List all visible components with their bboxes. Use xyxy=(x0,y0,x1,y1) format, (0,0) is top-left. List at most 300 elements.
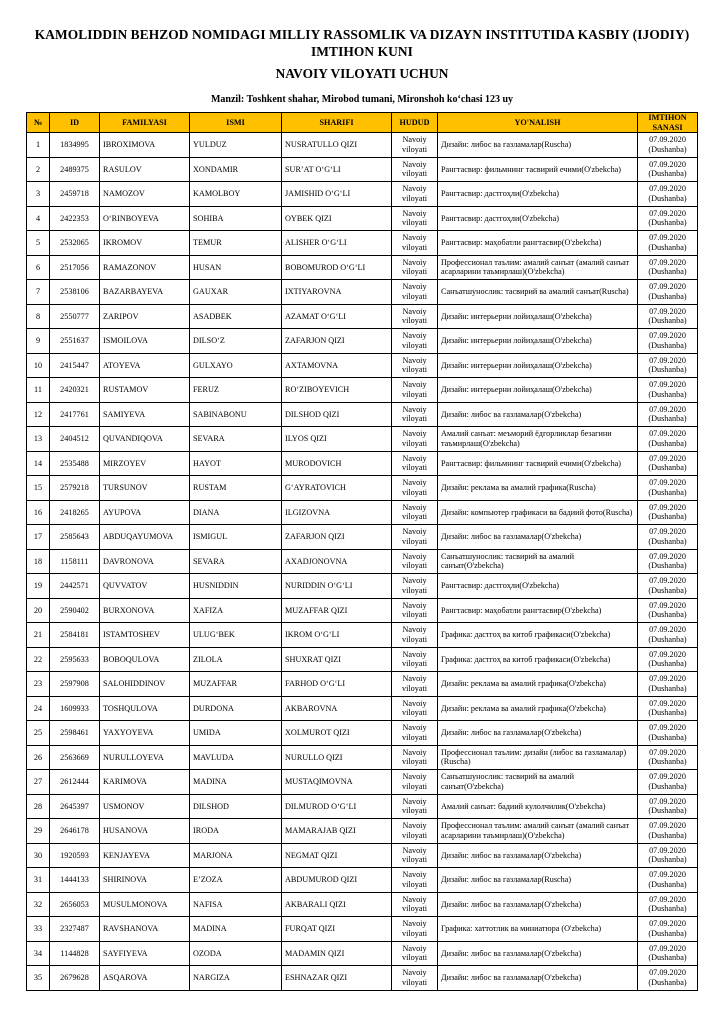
cell-sana: 07.09.2020 (Dushanba) xyxy=(638,941,698,966)
cell-sana: 07.09.2020 (Dushanba) xyxy=(638,304,698,329)
cell-ismi: FERUZ xyxy=(190,378,282,403)
cell-sharifi: DILMUROD O‘G‘LI xyxy=(282,794,392,819)
cell-id: 2415447 xyxy=(50,353,100,378)
cell-number: 33 xyxy=(27,917,50,942)
cell-ismi: OZODA xyxy=(190,941,282,966)
cell-number: 24 xyxy=(27,696,50,721)
cell-id: 1158111 xyxy=(50,549,100,574)
cell-sana: 07.09.2020 (Dushanba) xyxy=(638,966,698,991)
cell-ismi: DILSHOD xyxy=(190,794,282,819)
cell-yonalish: Санъатшунослик: тасвирий ва амалий санъат(Ruscha) xyxy=(438,280,638,305)
cell-yonalish: Дизайн: либос ва газламалар(Ruscha) xyxy=(438,868,638,893)
table-row xyxy=(27,917,698,942)
cell-sana: 07.09.2020 (Dushanba) xyxy=(638,157,698,182)
cell-hudud: Navoiy viloyati xyxy=(392,255,438,280)
cell-sharifi: MURODOVICH xyxy=(282,451,392,476)
cell-number: 28 xyxy=(27,794,50,819)
cell-familiya: BOBOQULOVA xyxy=(100,647,190,672)
cell-hudud: Navoiy viloyati xyxy=(392,868,438,893)
cell-ismi: GULXAYO xyxy=(190,353,282,378)
cell-hudud: Navoiy viloyati xyxy=(392,745,438,770)
cell-ismi: MADINA xyxy=(190,770,282,795)
cell-yonalish: Дизайн: либос ва газламалар(O'zbekcha) xyxy=(438,843,638,868)
cell-id: 2585643 xyxy=(50,525,100,550)
table-row xyxy=(27,794,698,819)
cell-familiya: MUSULMONOVA xyxy=(100,892,190,917)
cell-sharifi: IXTIYAROVNA xyxy=(282,280,392,305)
cell-yonalish: Амалий санъат: меъморий ёдгорликлар безагини таъмирлаш(O'zbekcha) xyxy=(438,427,638,452)
cell-number: 11 xyxy=(27,378,50,403)
col-header-yonalish: YO'NALISH xyxy=(438,113,638,133)
cell-id: 2563669 xyxy=(50,745,100,770)
cell-ismi: ULUG‘BEK xyxy=(190,623,282,648)
cell-sharifi: ILGIZOVNA xyxy=(282,500,392,525)
cell-id: 1920593 xyxy=(50,843,100,868)
cell-sharifi: ZAFARJON QIZI xyxy=(282,525,392,550)
cell-sana: 07.09.2020 (Dushanba) xyxy=(638,770,698,795)
cell-ismi: HUSNIDDIN xyxy=(190,574,282,599)
cell-sana: 07.09.2020 (Dushanba) xyxy=(638,182,698,207)
table-row xyxy=(27,892,698,917)
cell-hudud: Navoiy viloyati xyxy=(392,941,438,966)
col-header-sana: IMTIHON SANASI xyxy=(638,113,698,133)
cell-hudud: Navoiy viloyati xyxy=(392,353,438,378)
region-subtitle: NAVOIY VILOYATI UCHUN xyxy=(275,66,449,81)
table-row xyxy=(27,647,698,672)
cell-number: 10 xyxy=(27,353,50,378)
table-row xyxy=(27,941,698,966)
cell-hudud: Navoiy viloyati xyxy=(392,451,438,476)
cell-ismi: TEMUR xyxy=(190,231,282,256)
cell-id: 2579218 xyxy=(50,476,100,501)
cell-number: 21 xyxy=(27,623,50,648)
table-row xyxy=(27,451,698,476)
cell-number: 3 xyxy=(27,182,50,207)
cell-hudud: Navoiy viloyati xyxy=(392,549,438,574)
cell-id: 2598461 xyxy=(50,721,100,746)
cell-hudud: Navoiy viloyati xyxy=(392,476,438,501)
cell-sana: 07.09.2020 (Dushanba) xyxy=(638,843,698,868)
cell-ismi: YULDUZ xyxy=(190,133,282,158)
cell-id: 2646178 xyxy=(50,819,100,844)
cell-sharifi: AKBAROVNA xyxy=(282,696,392,721)
cell-sana: 07.09.2020 (Dushanba) xyxy=(638,525,698,550)
cell-ismi: IRODA xyxy=(190,819,282,844)
cell-id: 2517056 xyxy=(50,255,100,280)
cell-hudud: Navoiy viloyati xyxy=(392,427,438,452)
table-row xyxy=(27,304,698,329)
cell-yonalish: Рангтасвир: маҳобатли рангтасвир(O'zbekcha) xyxy=(438,598,638,623)
cell-id: 2404512 xyxy=(50,427,100,452)
cell-sana: 07.09.2020 (Dushanba) xyxy=(638,255,698,280)
cell-familiya: ISMOILOVA xyxy=(100,329,190,354)
cell-yonalish: Графика: хаттотлик ва миниатюра (O'zbekcha) xyxy=(438,917,638,942)
cell-sana: 07.09.2020 (Dushanba) xyxy=(638,280,698,305)
table-row xyxy=(27,696,698,721)
cell-ismi: NAFISA xyxy=(190,892,282,917)
cell-hudud: Navoiy viloyati xyxy=(392,574,438,599)
cell-familiya: ABDUQAYUMOVA xyxy=(100,525,190,550)
cell-id: 2489375 xyxy=(50,157,100,182)
address-line: Manzil: Toshkent shahar, Mirobod tumani, Mironshoh ko‘chasi 123 uy xyxy=(210,94,514,105)
cell-ismi: E’ZOZA xyxy=(190,868,282,893)
cell-sana: 07.09.2020 (Dushanba) xyxy=(638,329,698,354)
cell-sharifi: AXTAMOVNA xyxy=(282,353,392,378)
cell-sharifi: BOBOMUROD O‘G‘LI xyxy=(282,255,392,280)
cell-yonalish: Дизайн: реклама ва амалий графика(O'zbekcha) xyxy=(438,696,638,721)
cell-sharifi: JAMISHID O‘G‘LI xyxy=(282,182,392,207)
cell-number: 1 xyxy=(27,133,50,158)
cell-yonalish: Дизайн: либос ва газламалар(O'zbekcha) xyxy=(438,721,638,746)
cell-id: 2551637 xyxy=(50,329,100,354)
cell-hudud: Navoiy viloyati xyxy=(392,304,438,329)
cell-yonalish: Дизайн: интерьерни лойиҳалаш(O'zbekcha) xyxy=(438,304,638,329)
cell-number: 16 xyxy=(27,500,50,525)
cell-number: 19 xyxy=(27,574,50,599)
cell-hudud: Navoiy viloyati xyxy=(392,892,438,917)
cell-yonalish: Дизайн: либос ва газламалар(O'zbekcha) xyxy=(438,525,638,550)
cell-hudud: Navoiy viloyati xyxy=(392,721,438,746)
cell-number: 5 xyxy=(27,231,50,256)
cell-familiya: IKROMOV xyxy=(100,231,190,256)
cell-yonalish: Рангтасвир: дастгоҳли(O'zbekcha) xyxy=(438,182,638,207)
cell-hudud: Navoiy viloyati xyxy=(392,500,438,525)
table-row xyxy=(27,378,698,403)
cell-sharifi: ALISHER O‘G‘LI xyxy=(282,231,392,256)
cell-ismi: XAFIZA xyxy=(190,598,282,623)
cell-number: 4 xyxy=(27,206,50,231)
cell-yonalish: Дизайн: либос ва газламалар(O'zbekcha) xyxy=(438,966,638,991)
cell-familiya: ATOYEVA xyxy=(100,353,190,378)
cell-sana: 07.09.2020 (Dushanba) xyxy=(638,819,698,844)
table-body xyxy=(27,133,698,991)
cell-sana: 07.09.2020 (Dushanba) xyxy=(638,500,698,525)
cell-ismi: XONDAMIR xyxy=(190,157,282,182)
table-row xyxy=(27,672,698,697)
table-row xyxy=(27,427,698,452)
cell-sharifi: NUSRATULLO QIZI xyxy=(282,133,392,158)
cell-yonalish: Профессионал таълим: амалий санъат (амалий санъат асарларини таъмирлаш)(O'zbekcha) xyxy=(438,255,638,280)
cell-sharifi: MUZAFFAR QIZI xyxy=(282,598,392,623)
cell-familiya: KENJAYEVA xyxy=(100,843,190,868)
cell-hudud: Navoiy viloyati xyxy=(392,672,438,697)
cell-number: 23 xyxy=(27,672,50,697)
cell-id: 2422353 xyxy=(50,206,100,231)
cell-yonalish: Графика: дастгоҳ ва китоб графикаси(O'zbekcha) xyxy=(438,623,638,648)
cell-sharifi: RO‘ZIBOYEVICH xyxy=(282,378,392,403)
cell-ismi: GAUXAR xyxy=(190,280,282,305)
cell-hudud: Navoiy viloyati xyxy=(392,623,438,648)
cell-familiya: NURULLOYEVA xyxy=(100,745,190,770)
cell-sharifi: NURIDDIN O‘G‘LI xyxy=(282,574,392,599)
cell-ismi: SEVARA xyxy=(190,549,282,574)
cell-familiya: HUSANOVA xyxy=(100,819,190,844)
cell-sana: 07.09.2020 (Dushanba) xyxy=(638,549,698,574)
cell-hudud: Navoiy viloyati xyxy=(392,231,438,256)
cell-yonalish: Профессионал таълим: амалий санъат (амалий санъат асарларини таъмирлаш)(O'zbekcha) xyxy=(438,819,638,844)
cell-sana: 07.09.2020 (Dushanba) xyxy=(638,476,698,501)
cell-id: 2645397 xyxy=(50,794,100,819)
cell-sharifi: MAMARAJAB QIZI xyxy=(282,819,392,844)
cell-hudud: Navoiy viloyati xyxy=(392,966,438,991)
cell-ismi: DILSO‘Z xyxy=(190,329,282,354)
table-row xyxy=(27,231,698,256)
cell-yonalish: Дизайн: интерьерни лойиҳалаш(O'zbekcha) xyxy=(438,378,638,403)
cell-sana: 07.09.2020 (Dushanba) xyxy=(638,378,698,403)
cell-id: 2595633 xyxy=(50,647,100,672)
cell-yonalish: Дизайн: интерьерни лойиҳалаш(O'zbekcha) xyxy=(438,353,638,378)
table-row xyxy=(27,868,698,893)
cell-familiya: SHIRINOVA xyxy=(100,868,190,893)
cell-sana: 07.09.2020 (Dushanba) xyxy=(638,696,698,721)
table-row xyxy=(27,402,698,427)
cell-sana: 07.09.2020 (Dushanba) xyxy=(638,574,698,599)
col-header-sharifi: SHARIFI xyxy=(282,113,392,133)
cell-familiya: NAMOZOV xyxy=(100,182,190,207)
cell-yonalish: Санъатшунослик: тасвирий ва амалий санъат(O'zbekcha) xyxy=(438,549,638,574)
cell-ismi: DURDONA xyxy=(190,696,282,721)
cell-familiya: SAYFIYEVA xyxy=(100,941,190,966)
cell-ismi: KAMOLBOY xyxy=(190,182,282,207)
cell-id: 2417761 xyxy=(50,402,100,427)
cell-sharifi: AKBARALI QIZI xyxy=(282,892,392,917)
cell-ismi: ZILOLA xyxy=(190,647,282,672)
cell-sana: 07.09.2020 (Dushanba) xyxy=(638,402,698,427)
cell-sharifi: DILSHOD QIZI xyxy=(282,402,392,427)
cell-ismi: SABINABONU xyxy=(190,402,282,427)
cell-ismi: MADINA xyxy=(190,917,282,942)
table-row xyxy=(27,525,698,550)
cell-familiya: QUVVATOV xyxy=(100,574,190,599)
cell-sharifi: SUR’AT O‘G‘LI xyxy=(282,157,392,182)
cell-sana: 07.09.2020 (Dushanba) xyxy=(638,623,698,648)
cell-yonalish: Дизайн: интерьерни лойиҳалаш(O'zbekcha) xyxy=(438,329,638,354)
table-row xyxy=(27,329,698,354)
cell-familiya: QUVANDIQOVA xyxy=(100,427,190,452)
col-header-ismi: ISMI xyxy=(190,113,282,133)
cell-id: 2459718 xyxy=(50,182,100,207)
cell-yonalish: Дизайн: реклама ва амалий графика(O'zbekcha) xyxy=(438,672,638,697)
document-title: KAMOLIDDIN BEHZOD NOMIDAGI MILLIY RASSOMLIK VA DIZAYN INSTITUTIDA KASBIY (IJODIY) IMTIHON KUNI xyxy=(34,27,690,59)
cell-yonalish: Профессионал таълим: дизайн (либос ва газламалар)(Ruscha) xyxy=(438,745,638,770)
cell-sharifi: XOLMUROT QIZI xyxy=(282,721,392,746)
cell-number: 26 xyxy=(27,745,50,770)
cell-familiya: ASQAROVA xyxy=(100,966,190,991)
cell-sharifi: ILYOS QIZI xyxy=(282,427,392,452)
table-row xyxy=(27,280,698,305)
cell-hudud: Navoiy viloyati xyxy=(392,819,438,844)
cell-sana: 07.09.2020 (Dushanba) xyxy=(638,892,698,917)
cell-sana: 07.09.2020 (Dushanba) xyxy=(638,353,698,378)
cell-familiya: DAVRONOVA xyxy=(100,549,190,574)
cell-ismi: DIANA xyxy=(190,500,282,525)
col-header-hudud: HUDUD xyxy=(392,113,438,133)
cell-sana: 07.09.2020 (Dushanba) xyxy=(638,672,698,697)
cell-yonalish: Графика: дастгоҳ ва китоб графикаси(O'zbekcha) xyxy=(438,647,638,672)
cell-yonalish: Рангтасвир: фильмнинг тасвирий ечими(O'zbekcha) xyxy=(438,451,638,476)
cell-number: 22 xyxy=(27,647,50,672)
cell-number: 31 xyxy=(27,868,50,893)
cell-id: 2584181 xyxy=(50,623,100,648)
cell-sharifi: OYBEK QIZI xyxy=(282,206,392,231)
cell-id: 2679628 xyxy=(50,966,100,991)
cell-id: 1834995 xyxy=(50,133,100,158)
cell-hudud: Navoiy viloyati xyxy=(392,402,438,427)
cell-hudud: Navoiy viloyati xyxy=(392,525,438,550)
cell-yonalish: Рангтасвир: дастгоҳли(O'zbekcha) xyxy=(438,574,638,599)
cell-hudud: Navoiy viloyati xyxy=(392,280,438,305)
cell-sharifi: NURULLO QIZI xyxy=(282,745,392,770)
cell-yonalish: Дизайн: реклама ва амалий графика(Ruscha) xyxy=(438,476,638,501)
cell-sharifi: FURQAT QIZI xyxy=(282,917,392,942)
cell-ismi: ASADBEK xyxy=(190,304,282,329)
cell-id: 2532065 xyxy=(50,231,100,256)
cell-hudud: Navoiy viloyati xyxy=(392,917,438,942)
cell-sharifi: ABDUMUROD QIZI xyxy=(282,868,392,893)
cell-yonalish: Рангтасвир: дастгоҳли(O'zbekcha) xyxy=(438,206,638,231)
cell-hudud: Navoiy viloyati xyxy=(392,598,438,623)
cell-sana: 07.09.2020 (Dushanba) xyxy=(638,427,698,452)
cell-number: 13 xyxy=(27,427,50,452)
cell-hudud: Navoiy viloyati xyxy=(392,182,438,207)
col-header-id: ID xyxy=(50,113,100,133)
table-row xyxy=(27,721,698,746)
cell-sana: 07.09.2020 (Dushanba) xyxy=(638,917,698,942)
cell-sana: 07.09.2020 (Dushanba) xyxy=(638,647,698,672)
cell-number: 15 xyxy=(27,476,50,501)
cell-ismi: UMIDA xyxy=(190,721,282,746)
cell-familiya: KARIMOVA xyxy=(100,770,190,795)
cell-hudud: Navoiy viloyati xyxy=(392,133,438,158)
cell-number: 12 xyxy=(27,402,50,427)
table-row xyxy=(27,500,698,525)
cell-ismi: MAVLUDA xyxy=(190,745,282,770)
cell-id: 1144828 xyxy=(50,941,100,966)
cell-yonalish: Дизайн: либос ва газламалар(Ruscha) xyxy=(438,133,638,158)
table-row xyxy=(27,623,698,648)
col-header-num: № xyxy=(27,113,50,133)
table-row xyxy=(27,598,698,623)
cell-ismi: NARGIZA xyxy=(190,966,282,991)
cell-ismi: HAYOT xyxy=(190,451,282,476)
cell-familiya: ZARIPOV xyxy=(100,304,190,329)
cell-hudud: Navoiy viloyati xyxy=(392,157,438,182)
table-row xyxy=(27,255,698,280)
cell-number: 34 xyxy=(27,941,50,966)
table-row xyxy=(27,819,698,844)
cell-number: 25 xyxy=(27,721,50,746)
cell-familiya: RASULOV xyxy=(100,157,190,182)
cell-familiya: MIRZOYEV xyxy=(100,451,190,476)
table-row xyxy=(27,353,698,378)
cell-sana: 07.09.2020 (Dushanba) xyxy=(638,206,698,231)
cell-number: 2 xyxy=(27,157,50,182)
cell-familiya: RUSTAMOV xyxy=(100,378,190,403)
cell-hudud: Navoiy viloyati xyxy=(392,696,438,721)
cell-hudud: Navoiy viloyati xyxy=(392,770,438,795)
cell-sharifi: IKROM O‘G‘LI xyxy=(282,623,392,648)
cell-number: 20 xyxy=(27,598,50,623)
cell-number: 6 xyxy=(27,255,50,280)
cell-hudud: Navoiy viloyati xyxy=(392,206,438,231)
cell-sharifi: MUSTAQIMOVNA xyxy=(282,770,392,795)
cell-number: 32 xyxy=(27,892,50,917)
cell-familiya: RAVSHANOVA xyxy=(100,917,190,942)
cell-hudud: Navoiy viloyati xyxy=(392,329,438,354)
cell-sana: 07.09.2020 (Dushanba) xyxy=(638,133,698,158)
cell-familiya: IBROXIMOVA xyxy=(100,133,190,158)
cell-familiya: BAZARBAYEVA xyxy=(100,280,190,305)
cell-yonalish: Рангтасвир: маҳобатли рангтасвир(O'zbekcha) xyxy=(438,231,638,256)
table-row xyxy=(27,843,698,868)
table-row xyxy=(27,182,698,207)
table-row xyxy=(27,157,698,182)
cell-yonalish: Дизайн: либос ва газламалар(O'zbekcha) xyxy=(438,892,638,917)
table-row xyxy=(27,133,698,158)
cell-sana: 07.09.2020 (Dushanba) xyxy=(638,231,698,256)
cell-id: 2550777 xyxy=(50,304,100,329)
cell-ismi: MUZAFFAR xyxy=(190,672,282,697)
candidates-table xyxy=(26,112,698,991)
cell-number: 17 xyxy=(27,525,50,550)
cell-id: 2420321 xyxy=(50,378,100,403)
cell-sharifi: MADAMIN QIZI xyxy=(282,941,392,966)
cell-familiya: O‘RINBOYEVA xyxy=(100,206,190,231)
cell-yonalish: Амалий санъат: бадиий кулолчилик(O'zbekcha) xyxy=(438,794,638,819)
cell-number: 8 xyxy=(27,304,50,329)
cell-sana: 07.09.2020 (Dushanba) xyxy=(638,794,698,819)
cell-ismi: SEVARA xyxy=(190,427,282,452)
cell-hudud: Navoiy viloyati xyxy=(392,647,438,672)
cell-yonalish: Дизайн: либос ва газламалар(O'zbekcha) xyxy=(438,941,638,966)
table-row xyxy=(27,966,698,991)
cell-yonalish: Рангтасвир: фильмнинг тасвирий ечими(O'zbekcha) xyxy=(438,157,638,182)
cell-sharifi: ESHNAZAR QIZI xyxy=(282,966,392,991)
cell-number: 29 xyxy=(27,819,50,844)
cell-yonalish: Дизайн: компьютер графикаси ва бадиий фото(Ruscha) xyxy=(438,500,638,525)
cell-number: 7 xyxy=(27,280,50,305)
cell-sharifi: FARHOD O‘G‘LI xyxy=(282,672,392,697)
cell-number: 14 xyxy=(27,451,50,476)
cell-ismi: HUSAN xyxy=(190,255,282,280)
cell-familiya: USMONOV xyxy=(100,794,190,819)
table-row xyxy=(27,206,698,231)
cell-number: 27 xyxy=(27,770,50,795)
cell-familiya: SAMIYEVA xyxy=(100,402,190,427)
table-header-row xyxy=(27,113,698,133)
cell-sharifi: G‘AYRATOVICH xyxy=(282,476,392,501)
cell-id: 2535488 xyxy=(50,451,100,476)
cell-sana: 07.09.2020 (Dushanba) xyxy=(638,745,698,770)
table-row xyxy=(27,549,698,574)
table-row xyxy=(27,476,698,501)
cell-id: 2418265 xyxy=(50,500,100,525)
cell-number: 18 xyxy=(27,549,50,574)
cell-familiya: TOSHQULOVA xyxy=(100,696,190,721)
table-row xyxy=(27,745,698,770)
cell-yonalish: Санъатшунослик: тасвирий ва амалий санъат(O'zbekcha) xyxy=(438,770,638,795)
cell-sana: 07.09.2020 (Dushanba) xyxy=(638,721,698,746)
cell-number: 35 xyxy=(27,966,50,991)
cell-ismi: ISMIGUL xyxy=(190,525,282,550)
cell-id: 2538106 xyxy=(50,280,100,305)
cell-ismi: SOHIBA xyxy=(190,206,282,231)
cell-familiya: SALOHIDDINOV xyxy=(100,672,190,697)
cell-sana: 07.09.2020 (Dushanba) xyxy=(638,451,698,476)
cell-id: 2590402 xyxy=(50,598,100,623)
cell-id: 2656053 xyxy=(50,892,100,917)
cell-hudud: Navoiy viloyati xyxy=(392,378,438,403)
